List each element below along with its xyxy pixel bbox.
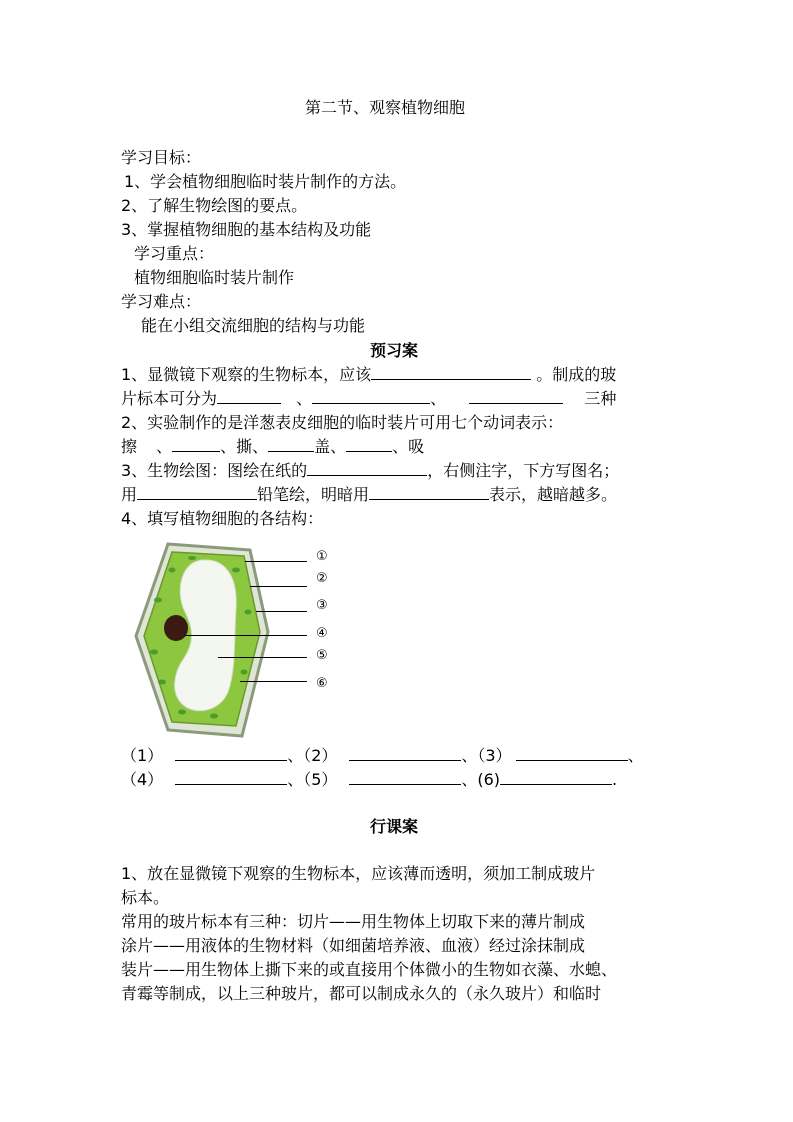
marker-5: ⑤ bbox=[316, 648, 328, 663]
q2-word: 、撕、 bbox=[220, 437, 269, 456]
answer-blank[interactable] bbox=[137, 484, 257, 500]
lesson-paragraph: 青霉等制成，以上三种玻片，都可以制成永久的（永久玻片）和临时 bbox=[121, 984, 602, 1003]
q2-word: 盖、 bbox=[314, 437, 347, 456]
question-3-cont bbox=[121, 484, 617, 506]
answer-blank[interactable] bbox=[172, 436, 220, 452]
q1-text-c: 片标本可分为 bbox=[121, 389, 218, 408]
q1-end: 三种 bbox=[584, 389, 617, 408]
answer-label: （4） bbox=[121, 770, 164, 789]
q3-text-d: 铅笔绘，明暗用 bbox=[257, 485, 370, 504]
q1-sep: 、 bbox=[296, 389, 313, 408]
marker-6: ⑥ bbox=[316, 676, 328, 691]
marker-4: ④ bbox=[316, 626, 328, 641]
answer-blank[interactable] bbox=[369, 484, 489, 500]
label-line-6 bbox=[240, 681, 307, 682]
answer-blank[interactable] bbox=[307, 460, 427, 476]
label-line-1 bbox=[245, 561, 307, 562]
objective-item: 1、学会植物细胞临时装片制作的方法。 bbox=[124, 172, 407, 191]
lesson-heading: 行课案 bbox=[370, 817, 419, 836]
answer-blank[interactable] bbox=[217, 388, 281, 404]
label-line-2 bbox=[250, 586, 307, 587]
q1-sep: 、 bbox=[430, 389, 447, 408]
nucleus bbox=[164, 615, 188, 641]
objective-item: 2、了解生物绘图的要点。 bbox=[121, 196, 308, 215]
answer-blank[interactable] bbox=[175, 769, 287, 785]
objective-item: 3、掌握植物细胞的基本结构及功能 bbox=[121, 220, 372, 239]
answer-blank[interactable] bbox=[516, 745, 628, 761]
label-line-5 bbox=[218, 657, 307, 658]
answer-blank[interactable] bbox=[175, 745, 287, 761]
marker-2: ② bbox=[316, 571, 328, 586]
question-3 bbox=[121, 460, 619, 482]
answer-label: 、(6) bbox=[461, 770, 501, 789]
q2-word: 、 bbox=[156, 437, 173, 456]
question-2: 2、实验制作的是洋葱表皮细胞的临时装片可用七个动词表示： bbox=[121, 413, 564, 432]
lesson-paragraph: 涂片——用液体的生物材料（如细菌培养液、血液）经过涂抹制成 bbox=[121, 936, 586, 955]
question-1-cont bbox=[121, 388, 616, 410]
answer-blank[interactable] bbox=[500, 769, 612, 785]
plant-cell-diagram bbox=[132, 540, 272, 740]
q3-text-a: 3、生物绘图：图绘在纸的 bbox=[121, 461, 308, 480]
answer-blank[interactable] bbox=[268, 436, 314, 452]
answer-row-1 bbox=[121, 745, 644, 767]
objectives-heading: 学习目标： bbox=[121, 148, 202, 167]
question-4: 4、填写植物细胞的各结构： bbox=[121, 509, 324, 528]
lesson-paragraph: 标本。 bbox=[121, 888, 170, 907]
answer-label: 、 bbox=[627, 746, 644, 765]
q3-text-e: 表示，越暗越多。 bbox=[489, 485, 618, 504]
marker-3: ③ bbox=[316, 598, 328, 613]
page-title: 第二节、观察植物细胞 bbox=[305, 98, 466, 117]
q3-text-b: ，右侧注字，下方写图名； bbox=[427, 461, 620, 480]
lesson-paragraph: 装片——用生物体上撕下来的或直接用个体微小的生物如衣藻、水螅、 bbox=[121, 960, 618, 979]
difficulty-text: 能在小组交流细胞的结构与功能 bbox=[141, 316, 366, 335]
answer-label: （1） bbox=[121, 746, 164, 765]
answer-label: . bbox=[612, 770, 618, 789]
key-point-heading: 学习重点： bbox=[134, 244, 215, 263]
answer-row-2 bbox=[121, 769, 617, 791]
q1-text-b: 。制成的玻 bbox=[536, 365, 617, 384]
marker-1: ① bbox=[316, 549, 328, 564]
answer-blank[interactable] bbox=[349, 769, 461, 785]
lesson-paragraph: 常用的玻片标本有三种：切片——用生物体上切取下来的薄片制成 bbox=[121, 912, 586, 931]
answer-label: 、（3） bbox=[461, 746, 512, 765]
answer-blank[interactable] bbox=[349, 745, 461, 761]
label-line-3 bbox=[256, 611, 307, 612]
q3-text-c: 用 bbox=[121, 485, 138, 504]
label-line-4 bbox=[185, 635, 307, 636]
answer-blank[interactable] bbox=[371, 364, 531, 380]
question-1 bbox=[121, 364, 616, 386]
preview-heading: 预习案 bbox=[370, 341, 419, 360]
question-2-words bbox=[121, 436, 424, 458]
answer-blank[interactable] bbox=[346, 436, 392, 452]
answer-label: 、（2） bbox=[287, 746, 338, 765]
q2-word: 、吸 bbox=[392, 437, 425, 456]
key-point-text: 植物细胞临时装片制作 bbox=[134, 268, 295, 287]
answer-blank[interactable] bbox=[469, 388, 563, 404]
q1-text-a: 1、显微镜下观察的生物标本，应该 bbox=[121, 365, 372, 384]
lesson-paragraph: 1、放在显微镜下观察的生物标本，应该薄而透明，须加工制成玻片 bbox=[121, 864, 596, 883]
answer-label: 、（5） bbox=[287, 770, 338, 789]
q2-word: 擦 bbox=[121, 437, 138, 456]
difficulty-heading: 学习难点： bbox=[121, 292, 202, 311]
answer-blank[interactable] bbox=[312, 388, 430, 404]
